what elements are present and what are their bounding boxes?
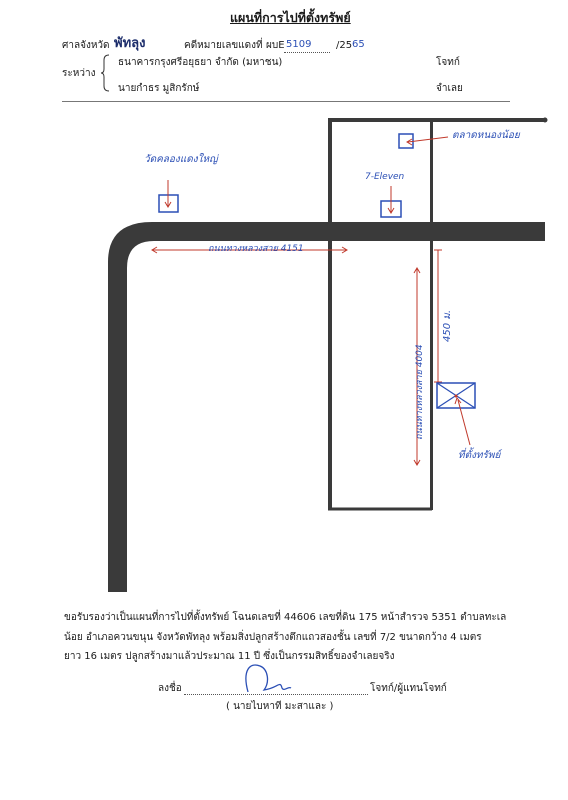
wat-label: วัดคลองแดงใหญ่ <box>144 154 218 165</box>
defendant-role: จำเลย <box>436 83 463 94</box>
market-marker <box>399 134 413 148</box>
seven-eleven-label: 7-Eleven <box>365 172 405 182</box>
case-number: 5109 <box>286 39 312 50</box>
plaintiff-name: ธนาคารกรุงศรีอยุธยา จำกัด (มหาชน) <box>118 57 283 68</box>
case-year: 65 <box>352 39 365 50</box>
road-4004 <box>328 118 332 510</box>
road-4004-label: ถนนทางหลวงสาย 4004 <box>415 344 425 440</box>
case-label: คดีหมายเลขแดงที่ <box>184 40 263 51</box>
sign-label: ลงชื่อ <box>158 683 182 694</box>
road-4151 <box>108 222 545 592</box>
statement-line-3: ยาว 16 เมตร ปลูกสร้างมาแล้วประมาณ 11 ปี ซึ่งเป็นกรรมสิทธิ์ของจำเลยจริง <box>64 651 395 662</box>
signer-name: ( นายไบหาที มะสาและ ) <box>226 701 334 712</box>
distance-label: 450 ม. <box>442 309 453 342</box>
handwritten-signature <box>238 660 298 696</box>
market-label: ตลาดหนองน้อย <box>452 130 520 141</box>
road-4151-label: ถนนทางหลวงสาย 4151 <box>208 244 304 254</box>
document-title: แผนที่การไปที่ตั้งทรัพย์ <box>230 10 351 25</box>
plaintiff-role: โจทก์ <box>436 57 460 68</box>
between-label: ระหว่าง <box>62 68 96 79</box>
case-prefix: ผบE <box>266 40 285 51</box>
court-value: พัทลุง <box>114 36 146 51</box>
road-right-border <box>430 118 433 510</box>
defendant-name: นายกำธร มูสิกรักษ์ <box>118 83 200 94</box>
signer-role: โจทก์/ผู้แทนโจทก์ <box>370 683 447 694</box>
statement-line-1: ขอรับรองว่าเป็นแผนที่การไปที่ตั้งทรัพย์ โฉนดเลขที่ 44606 เลขที่ดิน 175 หน้าสำรวจ 5351 ตำบลทะเล <box>64 612 507 623</box>
statement-line-2: น้อย อำเภอควนขนุน จังหวัดพัทลุง พร้อมสิ่งปลูกสร้างตึกแถวสองชั้น เลขที่ 7/2 ขนาดกว้าง 4 เมตร <box>64 632 482 643</box>
court-label: ศาลจังหวัด <box>62 40 110 51</box>
case-year-prefix: /25 <box>336 40 353 51</box>
property-label: ที่ตั้งทรัพย์ <box>458 450 501 461</box>
